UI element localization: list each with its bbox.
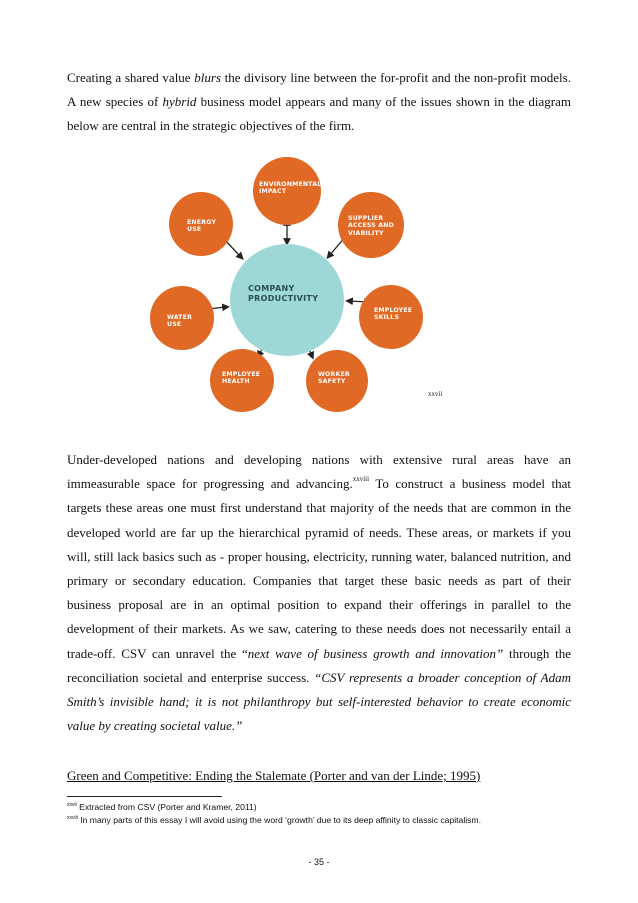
employee-health-label: EMPLOYEE HEALTH (222, 371, 261, 386)
text-run: business model appears and many of the issues shown in the diagram below are central in the strategic objectives of the firm. (67, 94, 571, 134)
environmental-impact-label: ENVIRONMENTAL IMPACT (259, 181, 322, 196)
footnote-1 (67, 802, 257, 812)
section-heading: Green and Competitive: Ending the Stalemate (Porter and van der Linde; 1995) (67, 768, 481, 783)
energy-use-label: ENERGY USE (187, 219, 217, 234)
employee-skills-label: EMPLOYEE SKILLS (374, 307, 413, 322)
worker-safety-label: WORKER SAFETY (318, 371, 350, 386)
page-number: - 35 - (308, 857, 330, 867)
text-run: To construct a business model that targets these areas one must first understand that majority of the needs that are common in the developed world are far up the hierarchical pyramid of needs. These areas, or markets if you will, still lack basics such as - proper housing, electricity, running water, balanced nutrition, and primary or secondary education. Companies that target these basic needs as part of their business proposal are in an optimal position to expand their offerings in parallel to the development of their markets. As we saw, catering to these needs does not necessarily entail a trade-off. CSV can unravel the “ (67, 476, 571, 661)
body-paragraph (67, 448, 571, 738)
supplier-access-label: SUPPLIER ACCESS AND VIABILITY (348, 215, 394, 237)
footnote-mark: xxviii (67, 815, 78, 821)
footnote-ref[interactable]: xxviii (352, 475, 370, 484)
italic-quote-invisible-hand: “CSV represents a broader conception of Adam Smith’s invisible hand; it is not philanthropy but self-interested behavior to create economic value by creating societal value.” (67, 669, 571, 734)
italic-term-hybrid: hybrid (162, 94, 197, 110)
footnote-text: In many parts of this essay I will avoid using the word ‘growth’ due to its deep affinity to classic capitalism. (77, 815, 481, 825)
footnote-divider (67, 796, 222, 797)
text-run: the divisory line between the for-profit and the non-profit models. A new species of (67, 70, 571, 110)
italic-term-blurs: blurs (194, 70, 221, 85)
diagram-footnote-ref: xxvii (428, 390, 443, 398)
text-run: Under-developed nations and developing nations with extensive rural areas have an immeasurable space for progressing and advancing. (67, 452, 571, 492)
footnote-text: Extracted from CSV (Porter and Kramer, 2011) (76, 802, 257, 812)
intro-paragraph (67, 66, 571, 139)
italic-quote-growth: next wave of business growth and innovation” (247, 645, 504, 661)
footnote-2 (67, 815, 481, 825)
text-run: through the reconciliation societal and enterprise success. (67, 645, 571, 685)
footnote-mark: xxvii (67, 802, 77, 808)
csv-diagram (140, 152, 443, 412)
text-run: Creating a shared value (67, 70, 195, 85)
water-use-label: WATER USE (167, 314, 193, 329)
company-productivity-label: COMPANY PRODUCTIVITY (248, 284, 319, 303)
